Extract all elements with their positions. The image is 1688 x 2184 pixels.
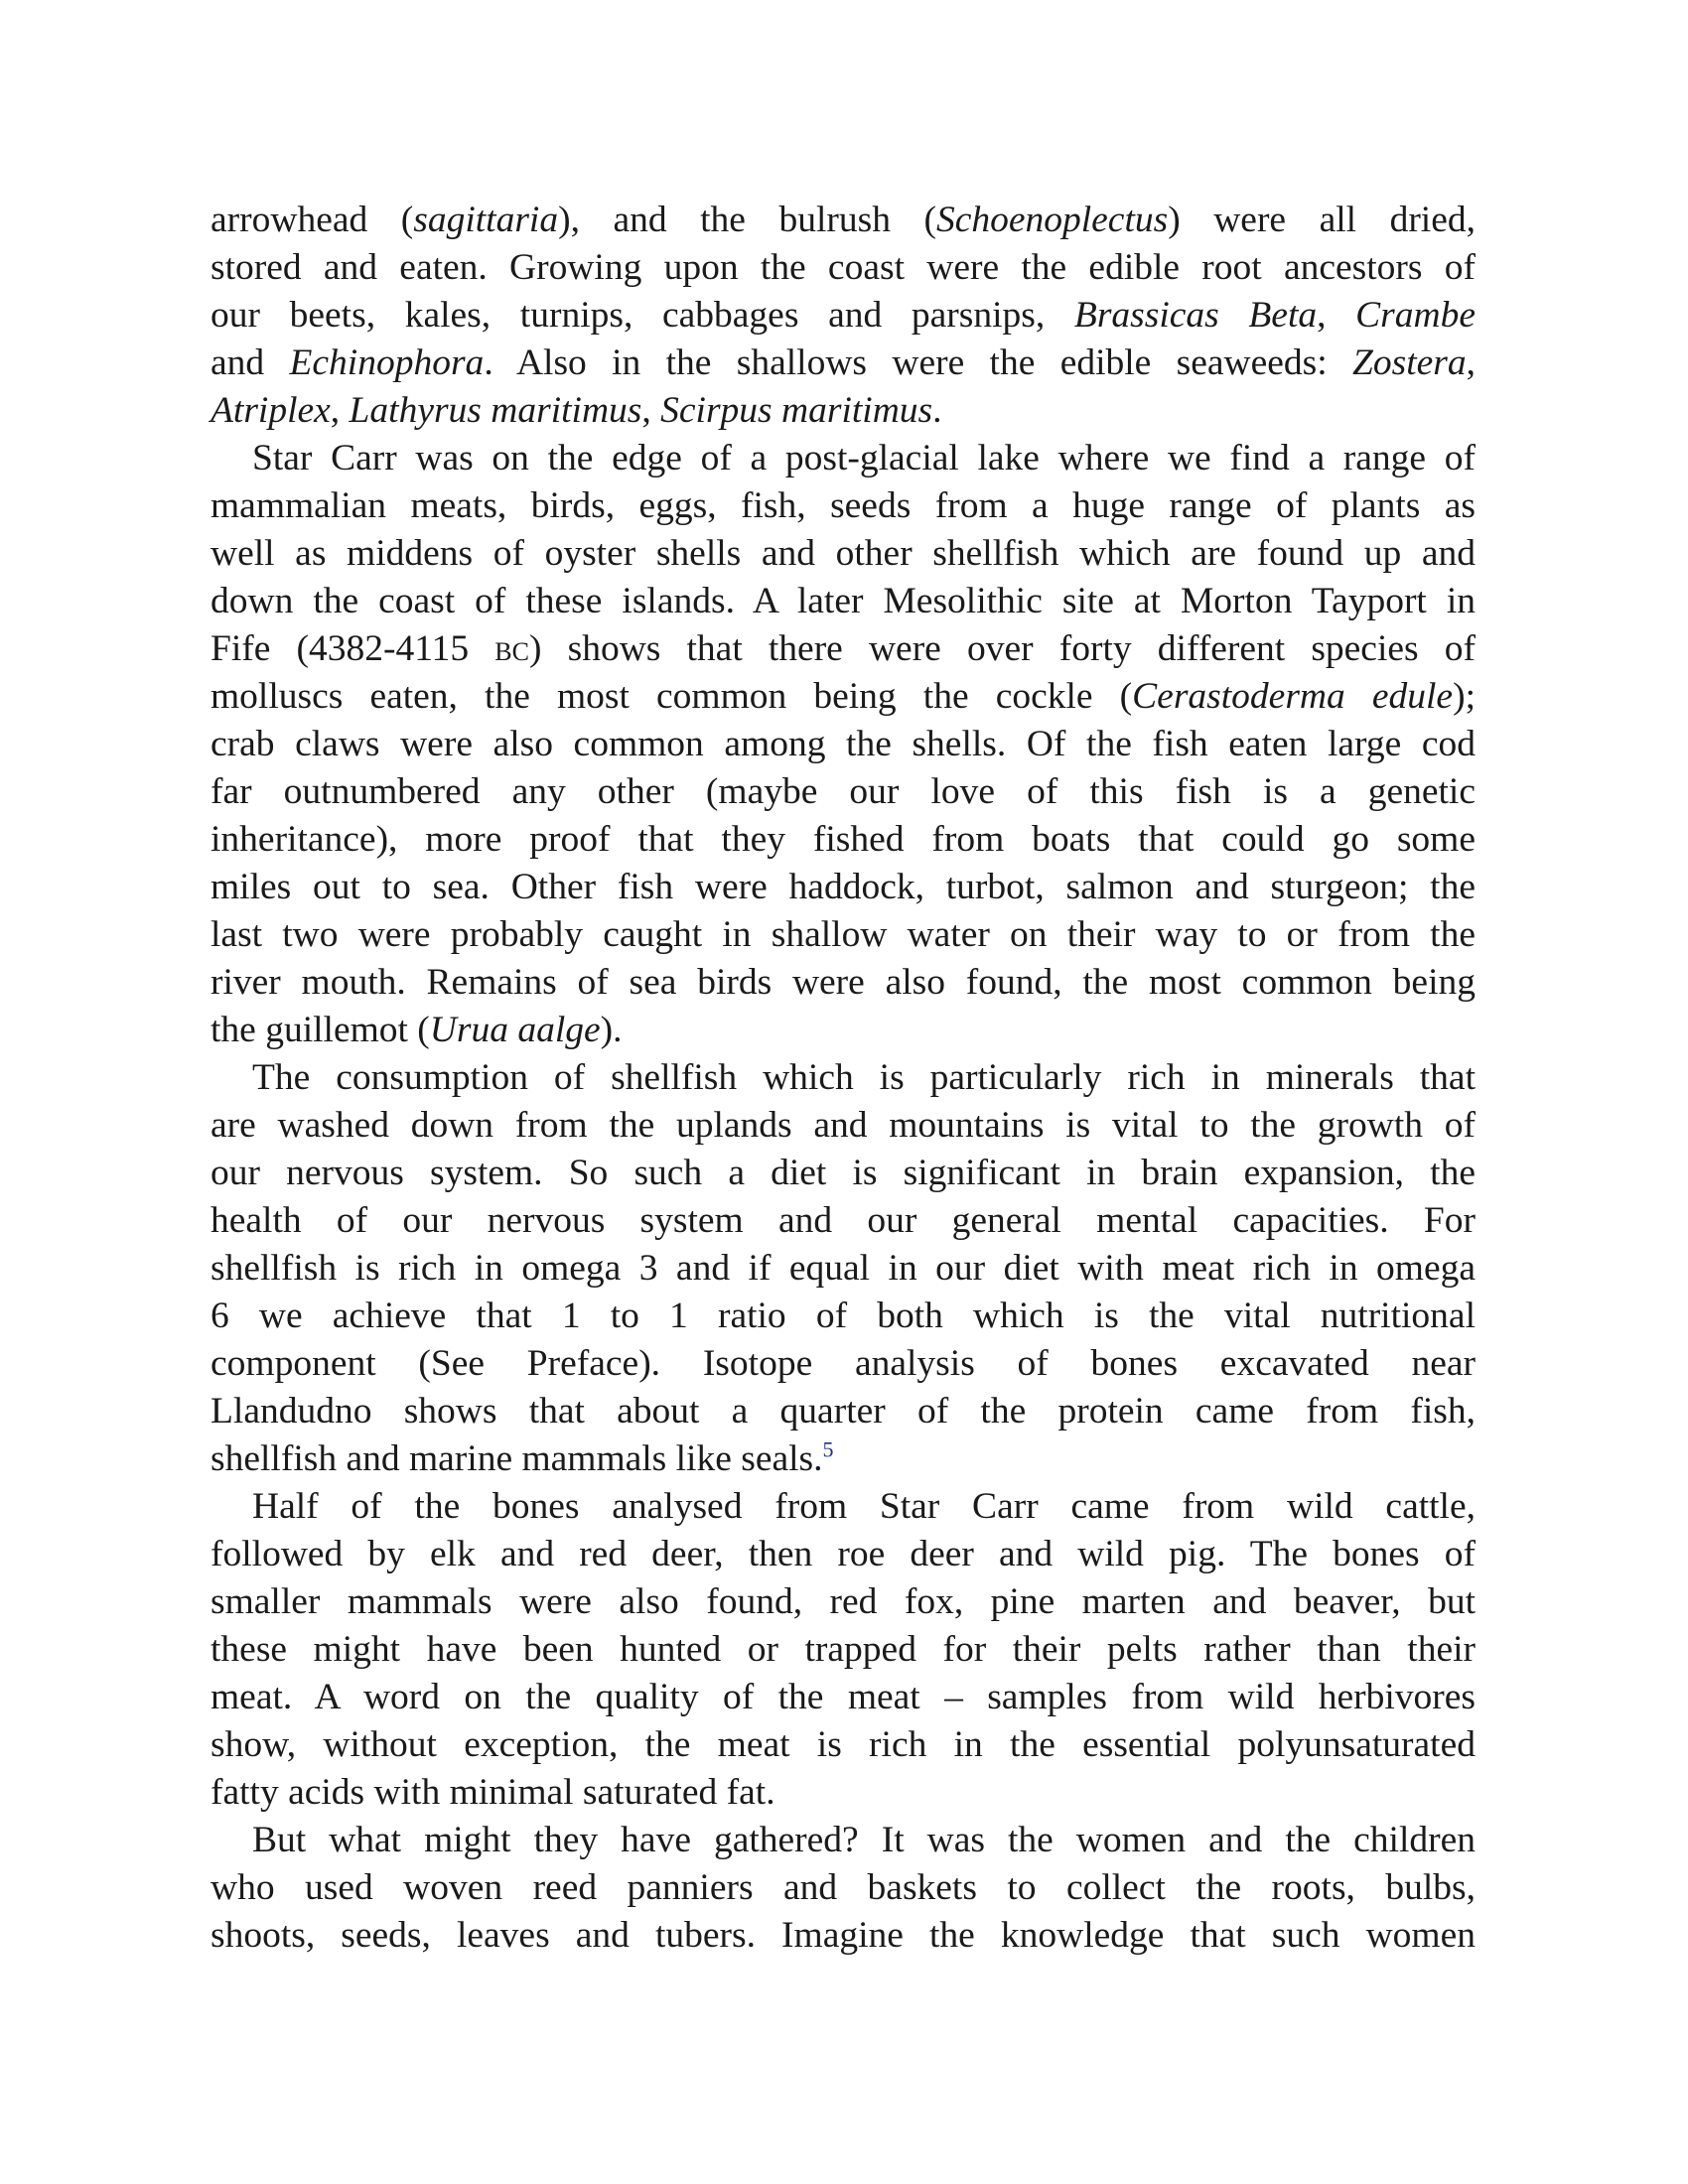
text-line — [211, 340, 1476, 387]
text-line — [211, 816, 1476, 864]
text-line — [211, 1578, 1476, 1626]
text-run: our nervous system. So such a diet is significant in brain expansion, the — [211, 1153, 1476, 1193]
text-line — [211, 292, 1476, 340]
text-line — [211, 1197, 1476, 1245]
text-line — [211, 1912, 1476, 1960]
text-line — [211, 911, 1476, 959]
text-line — [211, 1721, 1476, 1769]
text-run: arrowhead ( — [211, 200, 414, 240]
text-run: smaller mammals were also found, red fox, pine marten and beaver, but — [211, 1581, 1476, 1622]
text-line — [211, 1293, 1476, 1340]
text-line — [211, 1102, 1476, 1150]
text-run: Star Carr was on the edge of a post-glacial lake where we find a range of — [252, 438, 1476, 478]
text-line — [211, 1864, 1476, 1912]
text-run: well as middens of oyster shells and other shellfish which are found up and — [211, 533, 1476, 574]
text-line — [211, 625, 1476, 673]
text-run: ) were all dried, — [1168, 200, 1476, 240]
text-line — [211, 1245, 1476, 1293]
italic-term: Lathyrus maritimus — [349, 390, 642, 431]
text-line — [211, 1388, 1476, 1435]
text-run: shoots, seeds, leaves and tubers. Imagine the knowledge that such women — [211, 1915, 1476, 1956]
text-run: meat. A word on the quality of the meat – samples from wild herbivores — [211, 1677, 1476, 1717]
italic-term: Atriplex — [211, 390, 331, 431]
era-abbreviation: bc — [494, 628, 529, 669]
text-run: health of our nervous system and our general mental capacities. For — [211, 1200, 1476, 1241]
text-line — [211, 1340, 1476, 1388]
italic-term: Echinophora — [289, 342, 485, 383]
book-page-body — [211, 197, 1476, 1960]
text-run: the guillemot ( — [211, 1010, 430, 1050]
text-run: . Also in the shallows were the edible seaweeds: — [484, 342, 1352, 383]
text-line — [211, 1007, 1476, 1054]
text-line — [211, 387, 1476, 435]
text-run: . — [932, 390, 942, 431]
text-line — [211, 864, 1476, 911]
text-line — [211, 673, 1476, 721]
text-run: ); — [1453, 676, 1476, 717]
text-run: stored and eaten. Growing upon the coast were the edible root ancestors of — [211, 247, 1476, 288]
text-run: But what might they have gathered? It was the women and the children — [252, 1820, 1476, 1860]
text-line — [211, 959, 1476, 1007]
paragraph-first-line — [211, 1483, 1476, 1531]
text-run: Fife (4382-4115 — [211, 628, 495, 669]
paragraph-first-line — [211, 435, 1476, 482]
text-run: show, without exception, the meat is rich in the essential polyunsaturated — [211, 1724, 1476, 1765]
text-run: ) shows that there were over forty different species of — [528, 628, 1476, 669]
italic-term: Urua aalge — [429, 1010, 601, 1050]
paragraph-first-line — [211, 1817, 1476, 1864]
text-run: followed by elk and red deer, then roe deer and wild pig. The bones of — [211, 1534, 1476, 1574]
text-run: The consumption of shellfish which is particularly rich in minerals that — [252, 1057, 1476, 1098]
text-run: last two were probably caught in shallow water on their way to or from the — [211, 914, 1476, 955]
text-run: mammalian meats, birds, eggs, fish, seeds from a huge range of plants as — [211, 485, 1476, 526]
text-line — [211, 197, 1476, 244]
text-run: these might have been hunted or trapped for their pelts rather than their — [211, 1629, 1476, 1670]
text-line — [211, 1674, 1476, 1721]
text-run: miles out to sea. Other fish were haddock, turbot, salmon and sturgeon; the — [211, 867, 1476, 907]
text-run: Half of the bones analysed from Star Carr came from wild cattle, — [252, 1486, 1476, 1527]
text-run: are washed down from the uplands and mountains is vital to the growth of — [211, 1105, 1476, 1146]
text-line — [211, 1435, 1476, 1483]
italic-term: Zostera — [1352, 342, 1467, 383]
text-run: fatty acids with minimal saturated fat. — [211, 1772, 775, 1813]
text-line — [211, 721, 1476, 768]
text-run: 6 we achieve that 1 to 1 ratio of both which is the vital nutritional — [211, 1296, 1476, 1336]
text-run: crab claws were also common among the shells. Of the fish eaten large cod — [211, 724, 1476, 764]
text-line — [211, 1626, 1476, 1674]
text-line — [211, 530, 1476, 578]
text-line — [211, 1769, 1476, 1817]
italic-term: sagittaria — [413, 200, 559, 240]
italic-term: Cerastoderma edule — [1132, 676, 1454, 717]
text-run: molluscs eaten, the most common being the cockle ( — [211, 676, 1133, 717]
italic-term: Brassicas Beta — [1073, 295, 1318, 336]
text-run: Llandudno shows that about a quarter of the protein came from fish, — [211, 1391, 1476, 1432]
text-run: our beets, kales, turnips, cabbages and parsnips, — [211, 295, 1074, 336]
text-run: , — [330, 390, 350, 431]
italic-term: Schoenoplectus — [935, 200, 1169, 240]
text-run: river mouth. Remains of sea birds were also found, the most common being — [211, 962, 1476, 1003]
text-run: shellfish and marine mammals like seals. — [211, 1438, 823, 1479]
paragraph-first-line — [211, 1054, 1476, 1102]
text-run: far outnumbered any other (maybe our love of this fish is a genetic — [211, 771, 1476, 812]
text-run: component (See Preface). Isotope analysis of bones excavated near — [211, 1343, 1476, 1384]
text-run: who used woven reed panniers and baskets to collect the roots, bulbs, — [211, 1867, 1476, 1908]
text-line — [211, 244, 1476, 292]
text-run: ). — [600, 1010, 623, 1050]
text-line — [211, 1531, 1476, 1578]
italic-term: Crambe — [1355, 295, 1476, 336]
text-line — [211, 768, 1476, 816]
text-run: inheritance), more proof that they fished from boats that could go some — [211, 819, 1476, 860]
text-line — [211, 578, 1476, 625]
text-run: and — [211, 342, 290, 383]
footnote-marker: 5 — [822, 1436, 834, 1462]
text-line — [211, 482, 1476, 530]
text-run: ), and the bulrush ( — [558, 200, 936, 240]
text-run: , — [1466, 342, 1476, 383]
text-run: shellfish is rich in omega 3 and if equal in our diet with meat rich in omega — [211, 1248, 1476, 1289]
text-run: , — [641, 390, 661, 431]
text-run: down the coast of these islands. A later Mesolithic site at Morton Tayport in — [211, 581, 1476, 621]
italic-term: Scirpus maritimus — [660, 390, 933, 431]
text-run: , — [1317, 295, 1356, 336]
text-line — [211, 1150, 1476, 1197]
